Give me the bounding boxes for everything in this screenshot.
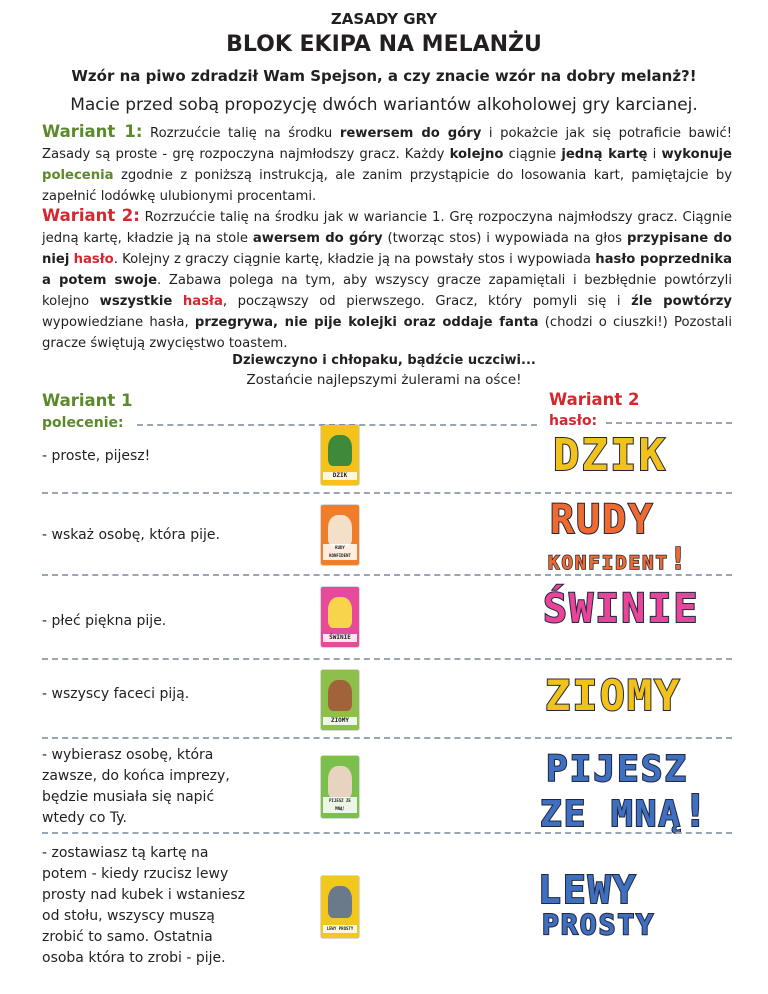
emphasis-red: hasła <box>182 294 223 309</box>
header-divider <box>606 422 732 424</box>
text: wypowiedziane hasła, <box>42 315 195 330</box>
emphasis-green: polecenia <box>42 168 114 183</box>
text: ciągnie <box>503 147 562 162</box>
emphasis-red: hasło <box>73 252 114 267</box>
slogan: ŚWINIE <box>543 586 700 632</box>
command-text: - zostawiasz tą kartę na potem - kiedy rzucisz lewy prosty nad kubek i wstaniesz od stołu, wszyscy muszą zrobić to samo. Ostatnia osoba która to zrobi - pije. <box>42 845 245 966</box>
command-text: - płeć piękna pije. <box>42 613 167 629</box>
row-divider <box>42 574 732 576</box>
card-art <box>328 597 352 628</box>
page-title: BLOK EKIPA NA MELANŻU <box>226 32 542 57</box>
card-caption: ŚWINIE <box>323 634 356 642</box>
emphasis: źle powtórzy <box>631 294 733 309</box>
command-text: - wszyscy faceci piją. <box>42 686 190 702</box>
slogan: ZIOMY <box>545 671 682 720</box>
variant-1-label: Wariant 1: <box>42 122 143 141</box>
column-2-title: Wariant 2 <box>549 390 640 409</box>
text: zgodnie z poniższą instrukcją, ale zanim przystąpicie do losowania kart, pamiętajcie by zapełnić lodówkę ulubionymi procentami. <box>42 168 732 204</box>
card-thumbnail <box>321 587 359 647</box>
card-thumbnail <box>321 756 359 818</box>
card-thumbnail <box>321 505 359 565</box>
card-caption: RUDY KONFIDENT <box>323 544 356 560</box>
kicker: ZASADY GRY <box>330 10 438 28</box>
row-divider <box>42 737 732 739</box>
emphasis: wszystkie <box>99 294 173 309</box>
emphasis: rewersem do góry <box>339 126 482 141</box>
text: . Zabawa polega na tym, aby wszyscy gracze zapamiętali i bezbłędnie powtórzyli kolejno <box>42 273 732 309</box>
column-1-subtitle: polecenie: <box>42 415 124 431</box>
text: i <box>647 147 662 162</box>
slogan-line-2 <box>548 542 690 577</box>
slogan-line-2 <box>540 786 711 837</box>
emphasis: jedną kartę <box>561 147 648 162</box>
text: i pokażcie jak się potraficie bawić! Zasady są proste - grę rozpoczyna najmłodszy gracz. Każdy <box>42 126 732 162</box>
column-1-title: Wariant 1 <box>42 391 133 410</box>
slogan-line-2: PROSTY <box>542 908 656 941</box>
emphasis: awersem do góry <box>252 231 383 246</box>
variant-2-label: Wariant 2: <box>42 206 140 225</box>
command-text: - proste, pijesz! <box>42 448 151 464</box>
row-divider <box>42 492 732 494</box>
card-art <box>328 766 352 798</box>
card-art <box>328 435 352 466</box>
emphasis: wykonuje <box>661 147 732 162</box>
row-divider <box>42 658 732 660</box>
emphasis: przegrywa, nie pije kolejki oraz oddaje fanta <box>194 315 539 330</box>
slogan: PIJESZ <box>546 749 689 790</box>
emphasis: kolejno <box>449 147 504 162</box>
command-text: - wskaż osobę, która pije. <box>42 527 220 543</box>
slogan-text: ZE MNĄ <box>540 794 683 835</box>
outro-line-2: Zostańcie najlepszymi żulerami na ośce! <box>246 372 522 388</box>
card-caption: LEWY PROSTY <box>323 925 356 933</box>
text: Rozrzućcie talię na środku jak w wariancie 1. Grę rozpoczyna najmłodszy gracz. Ciągnie jedną kartę, kładzie ją na stole <box>42 210 732 246</box>
emphasis: hasło poprzednika a potem swoje <box>42 252 732 288</box>
intro: Macie przed sobą propozycję dwóch wariantów alkoholowej gry karcianej. <box>70 95 698 115</box>
variant-1-rules <box>42 121 732 207</box>
card-art <box>328 680 352 711</box>
card-caption: ZIOMY <box>323 717 356 725</box>
command-text: - wybierasz osobę, która zawsze, do końca imprezy, będzie musiała się napić wtedy co Ty. <box>42 747 230 826</box>
card-art <box>328 886 352 918</box>
slogan: DZIK <box>553 430 667 481</box>
card-caption: PIJESZ ZE MNĄ! <box>323 797 356 813</box>
variant-2-rules <box>42 205 732 354</box>
column-2-subtitle: hasło: <box>549 413 598 429</box>
card-caption: DZIK <box>323 472 356 480</box>
emphasis: przypisane do niej <box>42 231 732 267</box>
card-thumbnail <box>321 670 359 730</box>
outro-line-1: Dziewczyno i chłopaku, bądźcie uczciwi... <box>232 353 536 368</box>
tagline: Wzór na piwo zdradził Wam Spejson, a czy znacie wzór na dobry melanż?! <box>71 67 697 85</box>
exclamation-mark: ! <box>668 542 690 577</box>
card-thumbnail <box>321 425 359 485</box>
slogan: LEWY <box>538 868 638 912</box>
text: , począwszy od pierwszego. Gracz, który pomyli się i <box>222 294 632 309</box>
text: . Kolejny z graczy ciągnie kartę, kładzie ją na powstały stos i wypowiada <box>113 252 596 267</box>
text: (chodzi o ciuszki!) Pozostali gracze świętują zwycięstwo toastem. <box>42 315 732 351</box>
card-thumbnail <box>321 876 359 938</box>
text: Rozrzućcie talię na środku <box>142 126 340 141</box>
slogan: RUDY <box>550 497 655 543</box>
row-divider <box>42 832 732 834</box>
exclamation-mark: ! <box>682 786 711 837</box>
text: (tworząc stos) i wypowiada na głos <box>382 231 627 246</box>
slogan-text: KONFIDENT <box>548 552 669 574</box>
card-art <box>328 515 352 546</box>
